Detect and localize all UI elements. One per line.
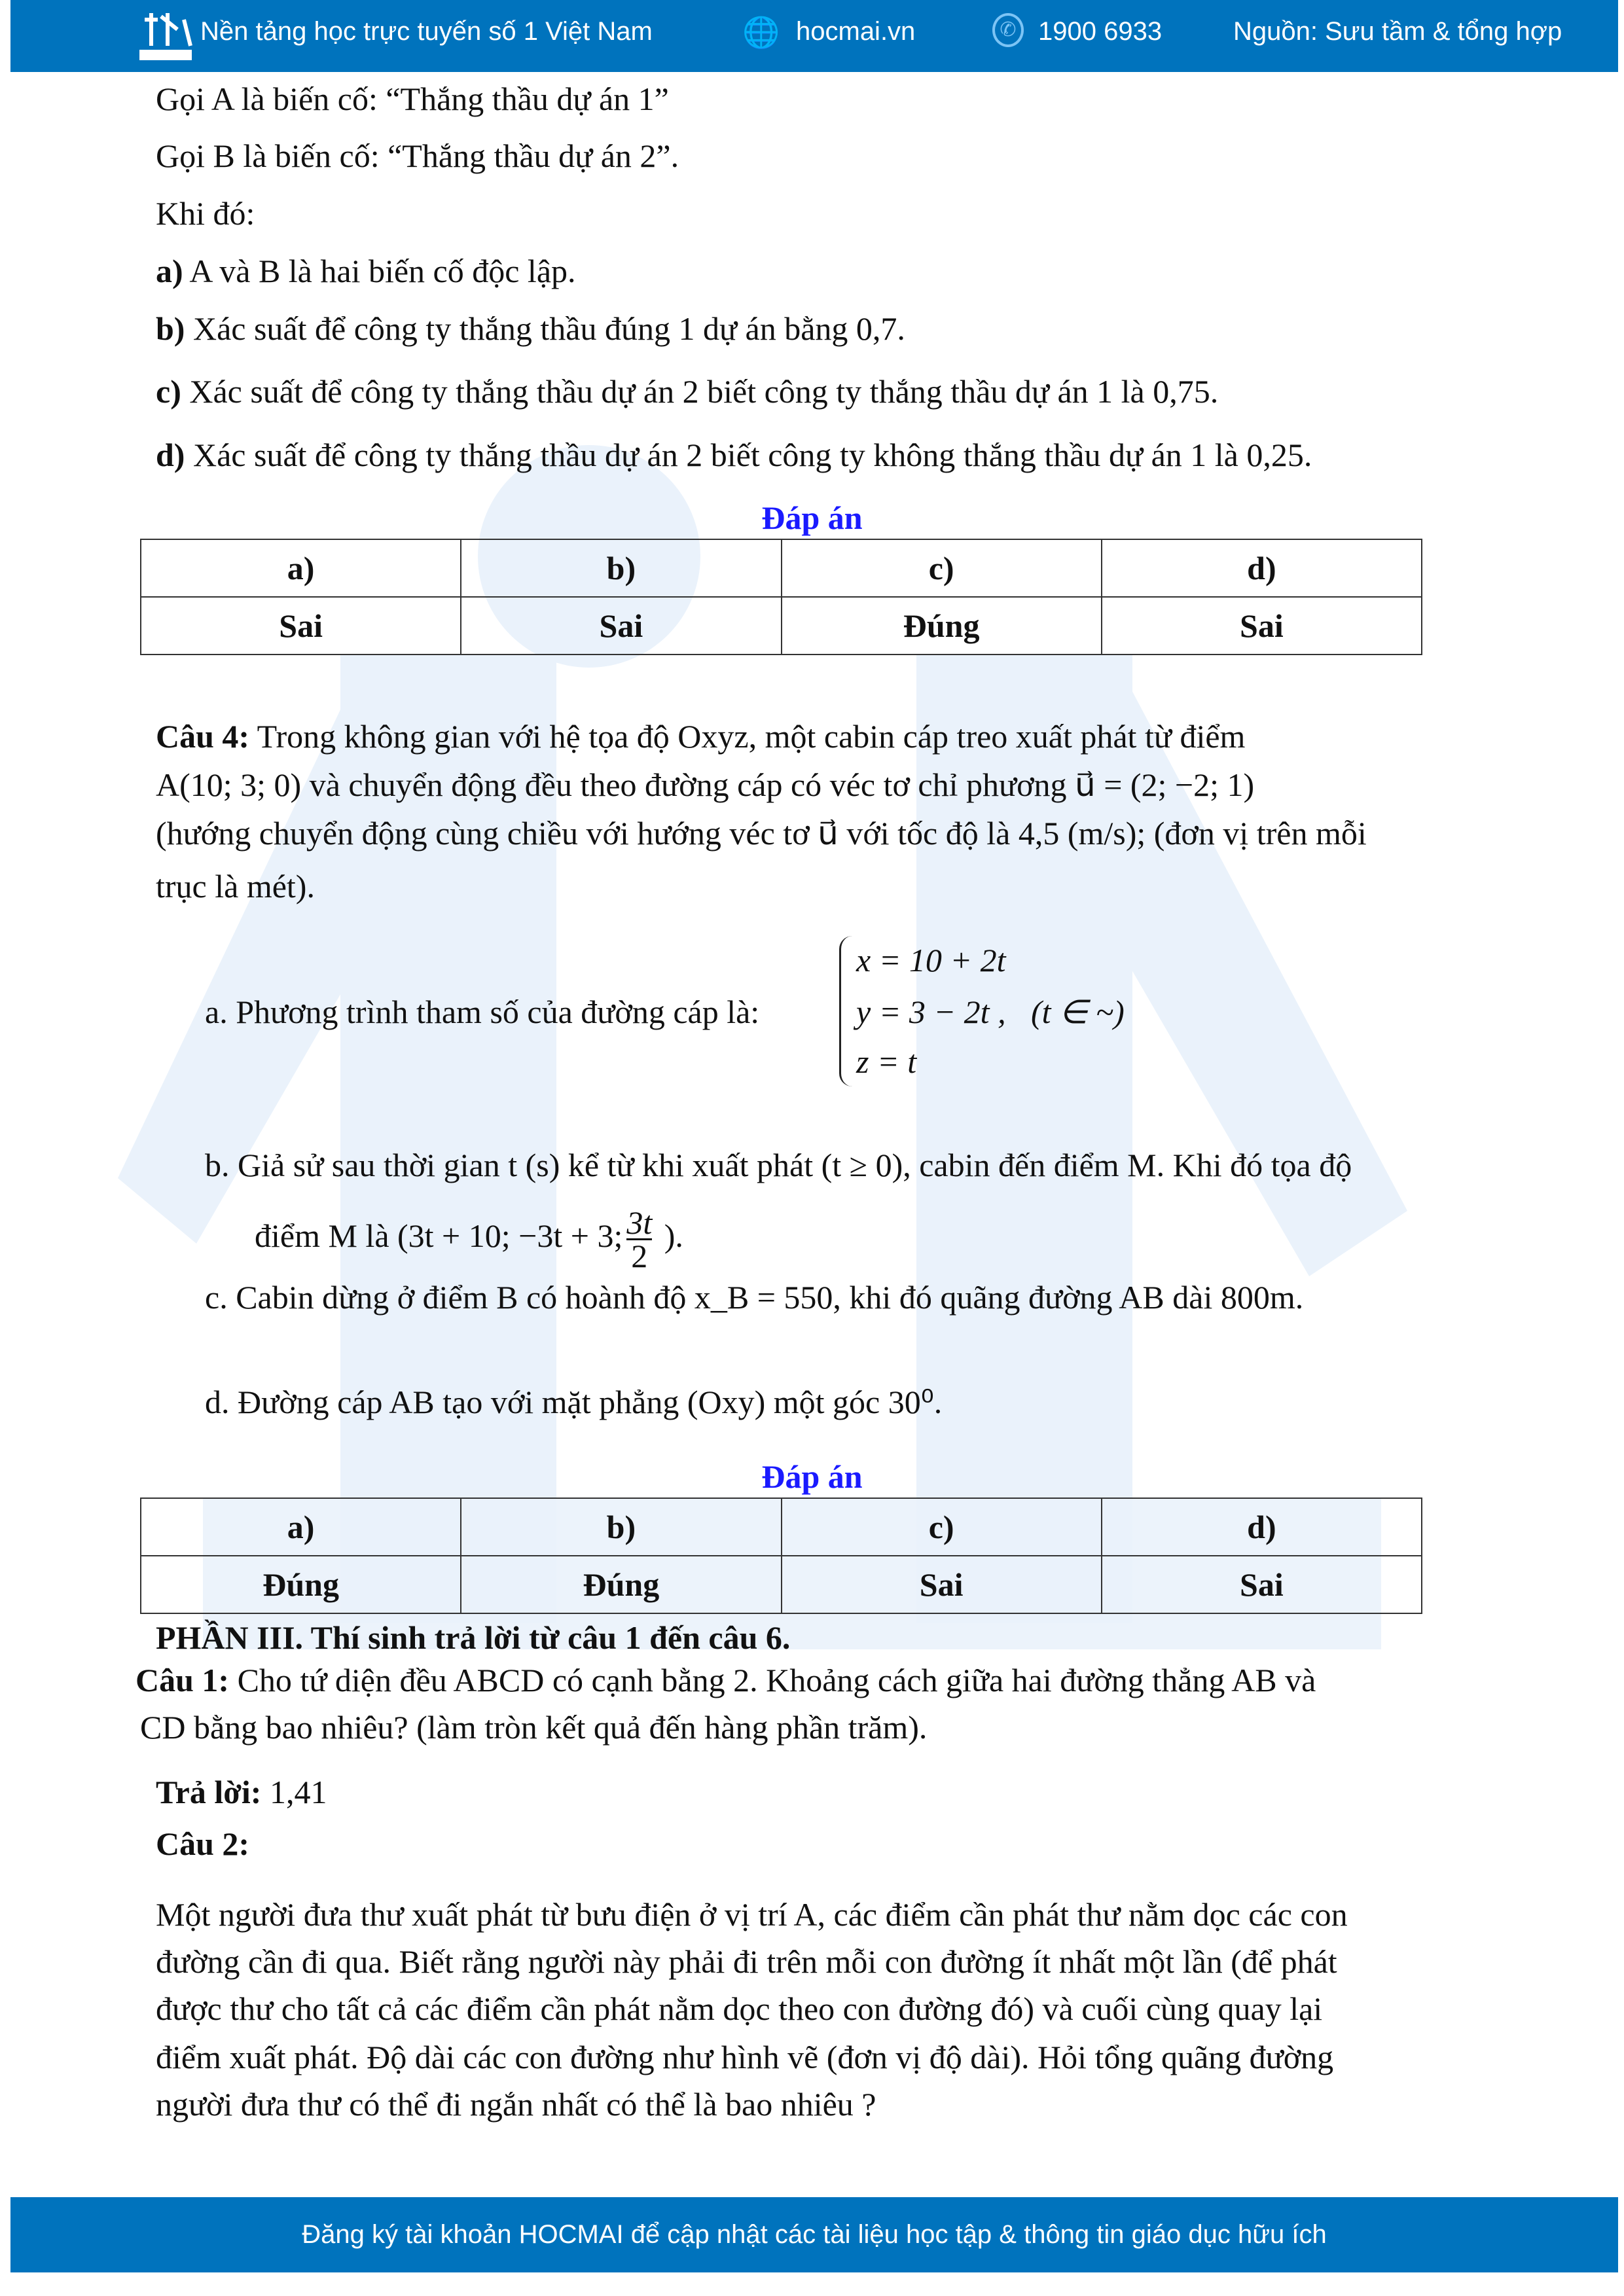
numerator: 3t xyxy=(626,1204,653,1241)
phone-icon: ✆ xyxy=(992,13,1024,47)
hocmai-logo-icon xyxy=(138,7,197,62)
event-b-def: Gọi B là biến cố: “Thắng thầu dự án 2”. xyxy=(156,137,679,174)
p3-q2-line: điểm xuất phát. Độ dài các con đường như hình vẽ (đơn vị độ dài). Hỏi tổng quãng đường xyxy=(156,2039,1334,2075)
table-header-row xyxy=(141,1498,1422,1556)
table-row xyxy=(141,597,1422,655)
statement-b xyxy=(156,309,905,348)
label: d) xyxy=(156,437,185,473)
answer-table-2 xyxy=(140,1498,1422,1614)
answer-title-2: Đáp án xyxy=(761,1458,863,1495)
p3-q2-line: Một người đưa thư xuất phát từ bưu điện ở vị trí A, các điểm cần phát thư nằm dọc các con xyxy=(156,1896,1348,1933)
cell: Sai xyxy=(461,597,781,655)
phone-number[interactable]: 1900 6933 xyxy=(1038,17,1163,46)
cell: c) xyxy=(782,1498,1102,1556)
cell: d) xyxy=(1102,1498,1422,1556)
cell: a) xyxy=(141,1498,461,1556)
p3-q1-line-1 xyxy=(135,1660,1316,1700)
text: Trong không gian với hệ tọa độ Oxyz, một cabin cáp treo xuất phát từ điểm xyxy=(249,718,1246,755)
cell: Sai xyxy=(1102,1556,1422,1613)
label: c) xyxy=(156,373,181,410)
text: Cho tứ diện đều ABCD có cạnh bằng 2. Khoảng cách giữa hai đường thẳng AB và xyxy=(229,1662,1316,1698)
website-link[interactable]: hocmai.vn xyxy=(796,17,916,46)
answer-title-1: Đáp án xyxy=(761,499,863,536)
p3-q1-answer xyxy=(156,1772,327,1812)
cell: a) xyxy=(141,539,461,597)
system-eq-z: z = t xyxy=(856,1043,917,1080)
p3-q1-line-2: CD bằng bao nhiêu? (làm tròn kết quả đến hàng phần trăm). xyxy=(140,1709,928,1746)
fraction xyxy=(626,1204,653,1274)
q4-line-4: trục là mét). xyxy=(156,868,315,905)
system-eq-x: x = 10 + 2t xyxy=(856,942,1006,978)
footer-text[interactable]: Đăng ký tài khoản HOCMAI để cập nhật các tài liệu học tập & thông tin giáo dục hữu ích xyxy=(302,2220,1327,2249)
cell: Sai xyxy=(782,1556,1102,1613)
event-a-def: Gọi A là biến cố: “Thắng thầu dự án 1” xyxy=(156,81,669,117)
text: điểm M là (3t + 10; −3t + 3; xyxy=(255,1217,623,1254)
p3-q2-line: được thư cho tất cả các điểm cần phát nằm dọc theo con đường đó) và cuối cùng quay lại xyxy=(156,1990,1323,2027)
text: Xác suất để công ty thắng thầu đúng 1 dự án bằng 0,7. xyxy=(185,310,905,347)
label: b) xyxy=(156,310,185,347)
p3-q2-label: Câu 2: xyxy=(156,1825,250,1862)
table-row xyxy=(141,1556,1422,1613)
label: Trả lời: xyxy=(156,1774,262,1810)
system-eq-y: y = 3 − 2t , xyxy=(856,994,1006,1030)
cell: c) xyxy=(782,539,1102,597)
footer-bar xyxy=(10,2197,1618,2272)
header-bar xyxy=(10,0,1618,72)
header-tagline: Nền tảng học trực tuyến số 1 Việt Nam xyxy=(200,17,653,46)
cell: Đúng xyxy=(461,1556,781,1613)
p3-q2-line: người đưa thư có thể đi ngắn nhất có thể là bao nhiêu ? xyxy=(156,2086,876,2123)
text: A và B là hai biến cố độc lập. xyxy=(183,253,576,289)
source-text: Nguồn: Sưu tầm & tổng hợp xyxy=(1233,17,1562,46)
label: Câu 4: xyxy=(156,718,250,755)
cell: Sai xyxy=(1102,597,1422,655)
khi-do: Khi đó: xyxy=(156,195,255,232)
part3-title: PHẦN III. Thí sinh trả lời từ câu 1 đến câu 6. xyxy=(156,1619,791,1656)
answer-table-1 xyxy=(140,539,1422,655)
q4-d: d. Đường cáp AB tạo với mặt phẳng (Oxy) một góc 30⁰. xyxy=(205,1384,943,1420)
statement-a xyxy=(156,251,576,291)
system-brace xyxy=(839,936,854,1086)
text-end: ). xyxy=(656,1217,683,1254)
denominator: 2 xyxy=(631,1238,648,1274)
q4-line-3: (hướng chuyển động cùng chiều với hướng véc tơ u⃗ với tốc độ là 4,5 (m/s); (đơn vị trên mỗi xyxy=(156,815,1367,852)
value: 1,41 xyxy=(261,1774,327,1810)
q4-c: c. Cabin dừng ở điểm B có hoành độ x_B = 550, khi đó quãng đường AB dài 800m. xyxy=(205,1279,1304,1316)
p3-q2-line: đường cần đi qua. Biết rằng người này phải đi trên mỗi con đường ít nhất một lần (để phát xyxy=(156,1943,1337,1980)
table-header-row xyxy=(141,539,1422,597)
cell: b) xyxy=(461,539,781,597)
label: Câu 1: xyxy=(135,1662,230,1698)
cell: Sai xyxy=(141,597,461,655)
q4-line-2: A(10; 3; 0) và chuyển động đều theo đường cáp có véc tơ chỉ phương u⃗ = (2; −2; 1) xyxy=(156,766,1255,803)
label: a) xyxy=(156,253,183,289)
cell: d) xyxy=(1102,539,1422,597)
statement-d xyxy=(156,435,1312,475)
q4-a: a. Phương trình tham số của đường cáp là: xyxy=(205,994,760,1030)
globe-icon: 🌐 xyxy=(742,15,780,49)
text: Xác suất để công ty thắng thầu dự án 2 biết công ty không thắng thầu dự án 1 là 0,25. xyxy=(185,437,1312,473)
cell: b) xyxy=(461,1498,781,1556)
cell: Đúng xyxy=(782,597,1102,655)
q4-b-line-2 xyxy=(255,1204,683,1274)
q4-line-1 xyxy=(156,717,1245,756)
text: Xác suất để công ty thắng thầu dự án 2 biết công ty thắng thầu dự án 1 là 0,75. xyxy=(181,373,1219,410)
domain: (t ∈ ~) xyxy=(1031,994,1125,1030)
cell: Đúng xyxy=(141,1556,461,1613)
q4-b-line-1: b. Giả sử sau thời gian t (s) kể từ khi xuất phát (t ≥ 0), cabin đến điểm M. Khi đó tọa độ xyxy=(205,1147,1352,1183)
statement-c xyxy=(156,372,1218,411)
